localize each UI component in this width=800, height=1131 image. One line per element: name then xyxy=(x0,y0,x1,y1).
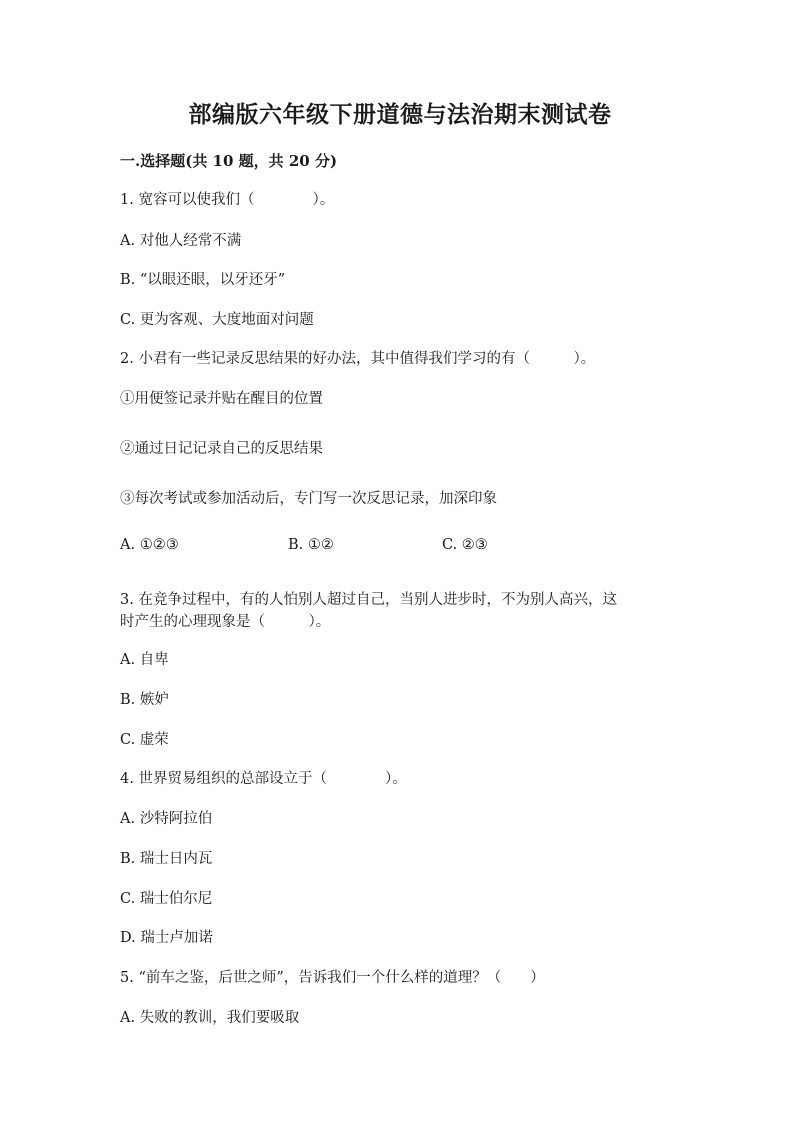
section-header: 一.选择题(共 10 题，共 20 分) xyxy=(120,152,338,170)
question-1-option-a: A. 对他人经常不满 xyxy=(120,233,242,249)
question-5-stem: 5. “前车之鉴，后世之师”，告诉我们一个什么样的道理？（ ） xyxy=(120,970,545,986)
question-4-option-b: B. 瑞士日内瓦 xyxy=(120,851,213,867)
question-3-option-c: C. 虚荣 xyxy=(120,732,169,748)
question-2-statement-2: ②通过日记记录自己的反思结果 xyxy=(120,441,323,457)
question-1-option-c: C. 更为客观、大度地面对问题 xyxy=(120,312,314,328)
question-3-option-a: A. 自卑 xyxy=(120,652,169,668)
question-1-stem: 1. 宽容可以使我们（ ）。 xyxy=(120,192,335,208)
question-5-option-a: A. 失败的教训，我们要吸取 xyxy=(120,1010,300,1026)
page-title: 部编版六年级下册道德与法治期末测试卷 xyxy=(188,101,612,128)
question-3-stem-line-1: 3. 在竞争过程中，有的人怕别人超过自己，当别人进步时，不为别人高兴，这 xyxy=(120,592,617,608)
question-2-statement-3: ③每次考试或参加活动后，专门写一次反思记录，加深印象 xyxy=(120,491,497,507)
question-3-stem-line-2: 时产生的心理现象是（ ）。 xyxy=(120,614,331,630)
question-2-statement-1: ①用便签记录并贴在醒目的位置 xyxy=(120,391,323,407)
question-2-option-a: A. ①②③ xyxy=(120,537,179,553)
question-2-stem: 2. 小君有一些记录反思结果的好办法，其中值得我们学习的有（ ）。 xyxy=(120,351,596,367)
question-4-option-a: A. 沙特阿拉伯 xyxy=(120,811,213,827)
question-4-option-d: D. 瑞士卢加诺 xyxy=(120,930,213,946)
question-1-option-b: B. “以眼还眼，以牙还牙” xyxy=(120,272,286,288)
question-3-option-b: B. 嫉妒 xyxy=(120,692,169,708)
question-2-option-c: C. ②③ xyxy=(442,537,488,553)
question-4-stem: 4. 世界贸易组织的总部设立于（ ）。 xyxy=(120,771,407,787)
question-2-option-b: B. ①② xyxy=(288,537,334,553)
question-4-option-c: C. 瑞士伯尔尼 xyxy=(120,891,213,907)
